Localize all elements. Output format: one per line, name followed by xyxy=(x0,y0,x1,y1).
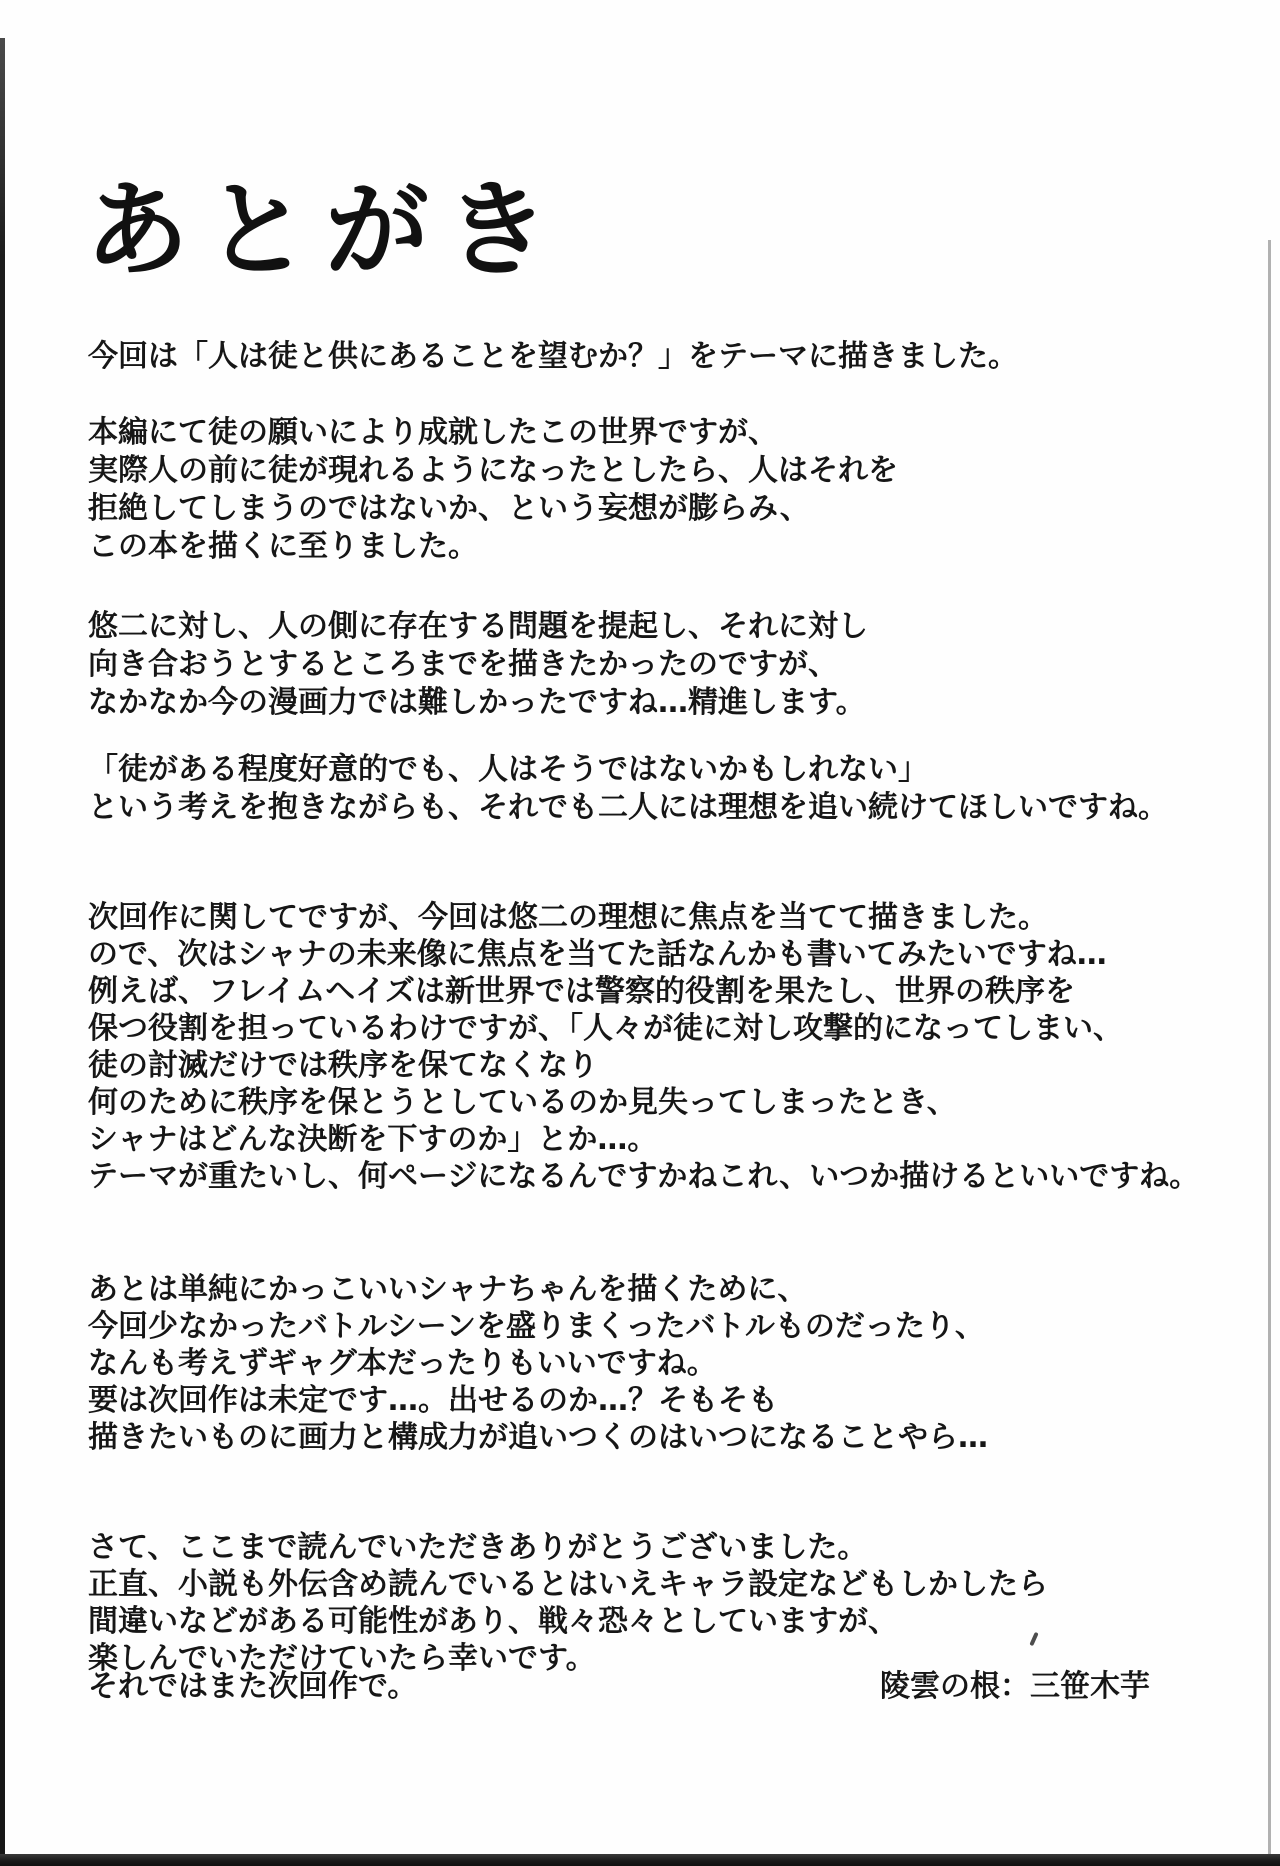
closing-row xyxy=(88,1668,1150,1705)
text-line: 徒の討滅だけでは秩序を保てなくなり xyxy=(88,1048,598,1083)
text-line: 描きたいものに画力と構成力が追いつくのはいつになることやら… xyxy=(88,1420,988,1455)
closing-text: それではまた次回作で。 xyxy=(88,1669,418,1704)
text-line: 向き合おうとするところまでを描きたかったのですが、 xyxy=(88,647,838,682)
text-line: 間違いなどがある可能性があり、戦々恐々としていますが、 xyxy=(88,1604,898,1639)
text-line: さて、ここまで読んでいただきありがとうございました。 xyxy=(88,1530,868,1565)
text-line: あとは単純にかっこいいシャナちゃんを描くために、 xyxy=(88,1272,808,1307)
paragraph-thanks xyxy=(88,1529,1048,1677)
text-line: 正直、小説も外伝含め読んでいるとはいえキャラ設定などもしかしたら xyxy=(88,1567,1048,1602)
text-line: という考えを抱きながらも、それでも二人には理想を追い続けてほしいですね。 xyxy=(88,790,1168,825)
page-title: あとがき xyxy=(85,167,566,291)
scan-edge-bottom xyxy=(0,1854,1280,1866)
text-line: 次回作に関してですが、今回は悠二の理想に焦点を当てて描きました。 xyxy=(88,900,1048,935)
text-line: なかなか今の漫画力では難しかったですね…精進します。 xyxy=(88,685,866,720)
paragraph-next-work xyxy=(88,899,1199,1195)
text-line: 今回少なかったバトルシーンを盛りまくったバトルものだったり、 xyxy=(88,1309,985,1344)
scan-edge-right xyxy=(1268,240,1271,1854)
text-line: 「徒がある程度好意的でも、人はそうではないかもしれない」 xyxy=(88,752,928,787)
text-line: なんも考えずギャグ本だったりもいいですね。 xyxy=(88,1346,717,1381)
paragraph-ideal xyxy=(88,751,1168,827)
text-line: 拒絶してしまうのではないか、という妄想が膨らみ、 xyxy=(88,491,810,526)
text-line: ので、次はシャナの未来像に焦点を当てた話なんかも書いてみたいですね… xyxy=(88,937,1107,972)
paragraph-future-ideas xyxy=(88,1271,988,1456)
paragraph-theme xyxy=(88,338,1018,376)
text-line: 保つ役割を担っているわけですが、「人々が徒に対し攻撃的になってしまい、 xyxy=(88,1011,1123,1046)
text-line: この本を描くに至りました。 xyxy=(88,529,478,564)
text-line: 本編にて徒の願いにより成就したこの世界ですが、 xyxy=(88,415,778,450)
text-line: テーマが重たいし、何ページになるんですかねこれ、いつか描けるといいですね。 xyxy=(88,1159,1200,1194)
text-line: 要は次回作は未定です…。出せるのか…？そもそも xyxy=(88,1383,778,1418)
text-line: 例えば、フレイムヘイズは新世界では警察的役割を果たし、世界の秩序を xyxy=(88,974,1075,1009)
scan-edge-left xyxy=(0,38,5,1866)
author-signature: 陵雲の根：三笹木芋 xyxy=(880,1669,1150,1704)
paragraph-yuji xyxy=(88,608,868,722)
text-line: 何のために秩序を保とうとしているのか見失ってしまったとき、 xyxy=(88,1085,957,1120)
text-line: シャナはどんな決断を下すのか」とか…。 xyxy=(88,1122,658,1157)
paragraph-premise xyxy=(88,414,898,566)
text-line: 実際人の前に徒が現れるようになったとしたら、人はそれを xyxy=(88,453,898,488)
text-line: 今回は「人は徒と供にあることを望むか？」をテーマに描きました。 xyxy=(88,339,1018,374)
text-line: 楽しんでいただけていたら幸いです。 xyxy=(88,1641,596,1676)
text-line: 悠二に対し、人の側に存在する問題を提起し、それに対し xyxy=(88,609,868,644)
